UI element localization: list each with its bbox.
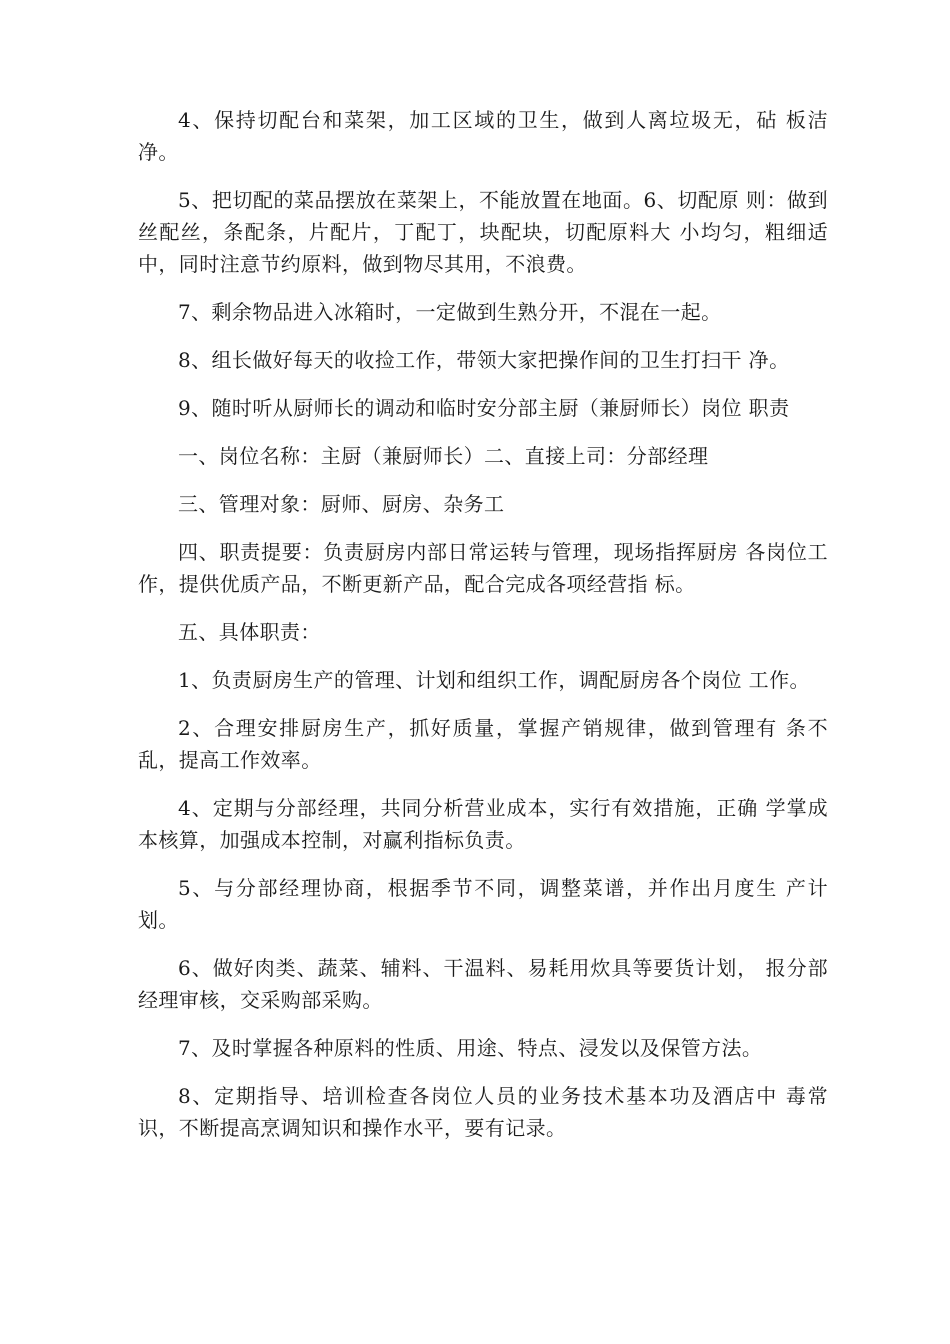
paragraph-item-9-head-chef-duties: 9、随时听从厨师长的调动和临时安分部主厨（兼厨师长）岗位 职责 <box>178 396 790 420</box>
paragraph-duty-1: 1、负责厨房生产的管理、计划和组织工作，调配厨房各个岗位 工作。 <box>178 668 810 692</box>
paragraph-duty-summary: 四、职责提要：负责厨房内部日常运转与管理，现场指挥厨房 各岗位工作，提供优质产品，不断更新产品，配合完成各项经营指 标。 <box>138 540 828 596</box>
paragraph-item-8-cleanup: 8、组长做好每天的收捡工作，带领大家把操作间的卫生打扫干 净。 <box>178 348 790 372</box>
paragraph-item-7-refrigeration: 7、剩余物品进入冰箱时，一定做到生熟分开，不混在一起。 <box>178 300 722 324</box>
paragraph-duty-4: 4、定期与分部经理，共同分析营业成本，实行有效措施，正确 学掌成本核算，加强成本控制，对赢利指标负责。 <box>138 796 828 852</box>
paragraph-specific-duties-heading: 五、具体职责： <box>178 620 321 644</box>
paragraph-duty-5: 5、与分部经理协商，根据季节不同，调整菜谱，并作出月度生 产计划。 <box>138 876 828 932</box>
document-body <box>138 104 828 1160</box>
paragraph-position-name: 一、岗位名称：主厨（兼厨师长）二、直接上司：分部经理 <box>178 444 709 468</box>
paragraph-duty-7: 7、及时掌握各种原料的性质、用途、特点、浸发以及保管方法。 <box>178 1036 763 1060</box>
paragraph-management-scope: 三、管理对象：厨师、厨房、杂务工 <box>178 492 505 516</box>
paragraph-duty-2: 2、合理安排厨房生产，抓好质量，掌握产销规律，做到管理有 条不乱，提高工作效率。 <box>138 716 828 772</box>
paragraph-duty-6: 6、做好肉类、蔬菜、辅料、干温料、易耗用炊具等要货计划， 报分部经理审核，交采购部采购。 <box>138 956 828 1012</box>
paragraph-duty-8: 8、定期指导、培训检查各岗位人员的业务技术基本功及酒店中 毒常识，不断提高烹调知识和操作水平，要有记录。 <box>138 1084 828 1140</box>
paragraph-item-5-6-cutting-rules: 5、把切配的菜品摆放在菜架上，不能放置在地面。6、切配原 则：做到丝配丝，条配条，片配片，丁配丁，块配块，切配原料大 小均匀，粗细适中，同时注意节约原料，做到物尽其用，不浪费。 <box>138 188 828 276</box>
paragraph-item-4-cleanliness: 4、保持切配台和菜架，加工区域的卫生，做到人离垃圾无，砧 板洁净。 <box>138 108 828 164</box>
